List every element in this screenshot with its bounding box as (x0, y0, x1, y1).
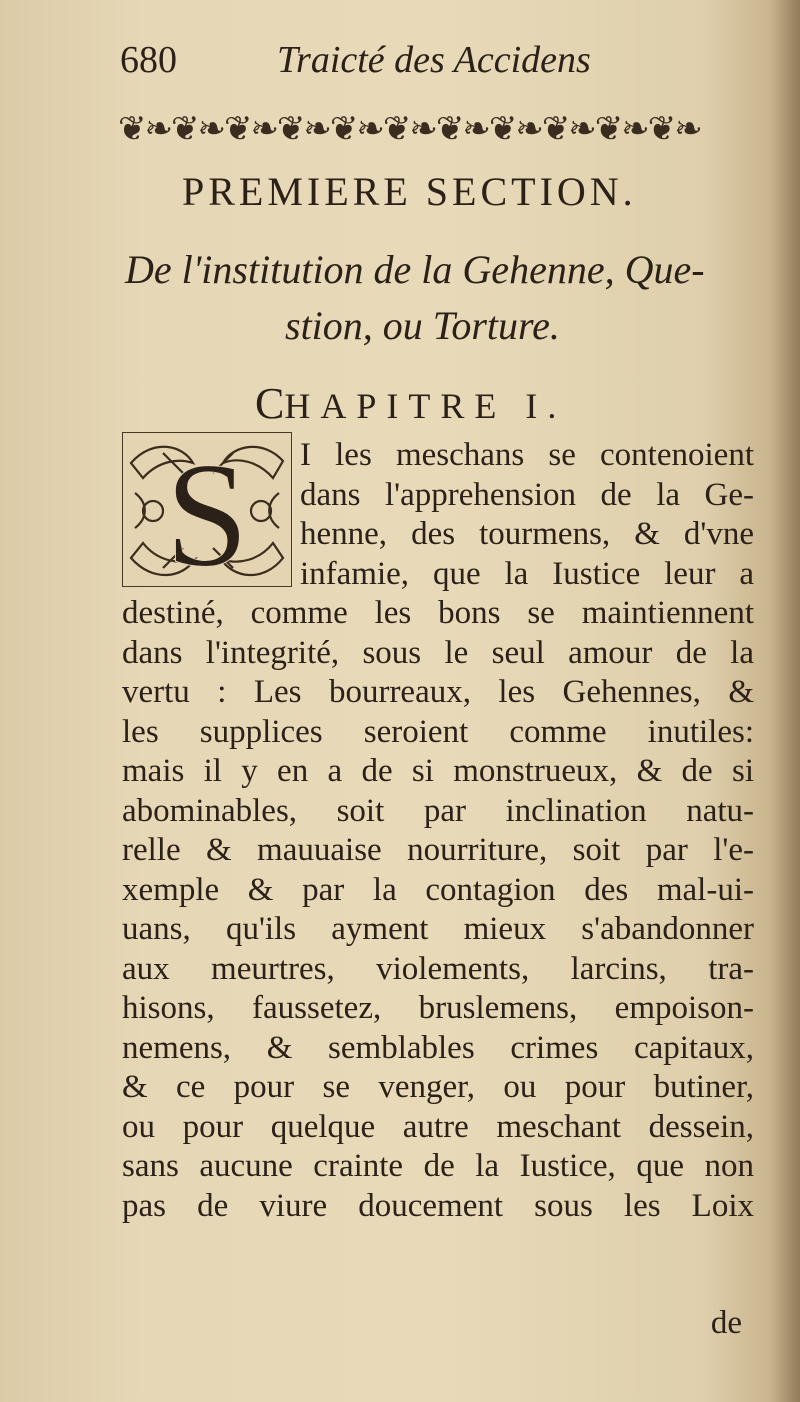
body-line: aux meurtres, violements, larcins, tra- (122, 950, 754, 987)
body-line: ou pour quelque autre meschant dessein, (122, 1108, 754, 1145)
section-heading: PREMIERE SECTION. (182, 169, 637, 214)
body-line: pas de viure doucement sous les Loix (122, 1187, 754, 1224)
chapter-heading (255, 378, 675, 429)
section-subtitle (125, 242, 775, 354)
running-head (112, 38, 632, 88)
section-subtitle-line-2: stion, ou Torture. (285, 303, 560, 348)
fleuron-icon: ❦❧❦❧❦❧❦❧❦❧❦❧❦❧❦❧❦❧❦❧❦❧ (118, 109, 701, 149)
body-line: xemple & par la contagion des mal-ui- (122, 871, 754, 908)
catchword: de (710, 1305, 742, 1341)
body-line: vertu : Les bourreaux, les Gehennes, & (122, 674, 754, 710)
body-line: henne, des tourmens, & d'vne (300, 516, 754, 552)
body-line: mais il y en a de si monstrueux, & de si (122, 753, 754, 789)
body-line: relle & mauuaise nourriture, soit par l'e- (122, 832, 754, 868)
spine-shadow (770, 0, 800, 1402)
body-line: I les meschans se contenoient (300, 437, 754, 473)
body-line: & ce pour se venger, ou pour butiner, (122, 1069, 754, 1105)
page-number: 680 (120, 39, 177, 81)
chapter-heading-rest: HAPITRE I. (284, 386, 567, 426)
body-line: abominables, soit par inclination natu- (122, 792, 754, 829)
body-text (122, 436, 754, 1226)
body-line: dans l'integrité, sous le seul amour de la (122, 634, 754, 671)
drop-cap-letter: S (165, 433, 249, 586)
body-line: nemens, & semblables crimes capitaux, (122, 1029, 754, 1066)
body-line: infamie, que la Iustice leur a (300, 555, 754, 592)
body-line: les supplices seroient comme inutiles: (122, 713, 754, 750)
fleuron-ornament-band (118, 108, 750, 150)
running-title: Traicté des Accidens (277, 39, 591, 81)
body-line: uans, qu'ils ayment mieux s'abandonner (122, 911, 754, 947)
chapter-heading-initial: C (255, 379, 285, 428)
body-line: hisons, faussetez, bruslemens, empoison- (122, 990, 754, 1026)
body-line: destiné, comme les bons se maintiennent (122, 595, 754, 631)
section-subtitle-line-1: De l'institution de la Gehenne, Que- (125, 247, 705, 292)
body-line: dans l'apprehension de la Ge- (300, 476, 754, 513)
body-line: sans aucune crainte de la Iustice, que non (122, 1148, 754, 1184)
